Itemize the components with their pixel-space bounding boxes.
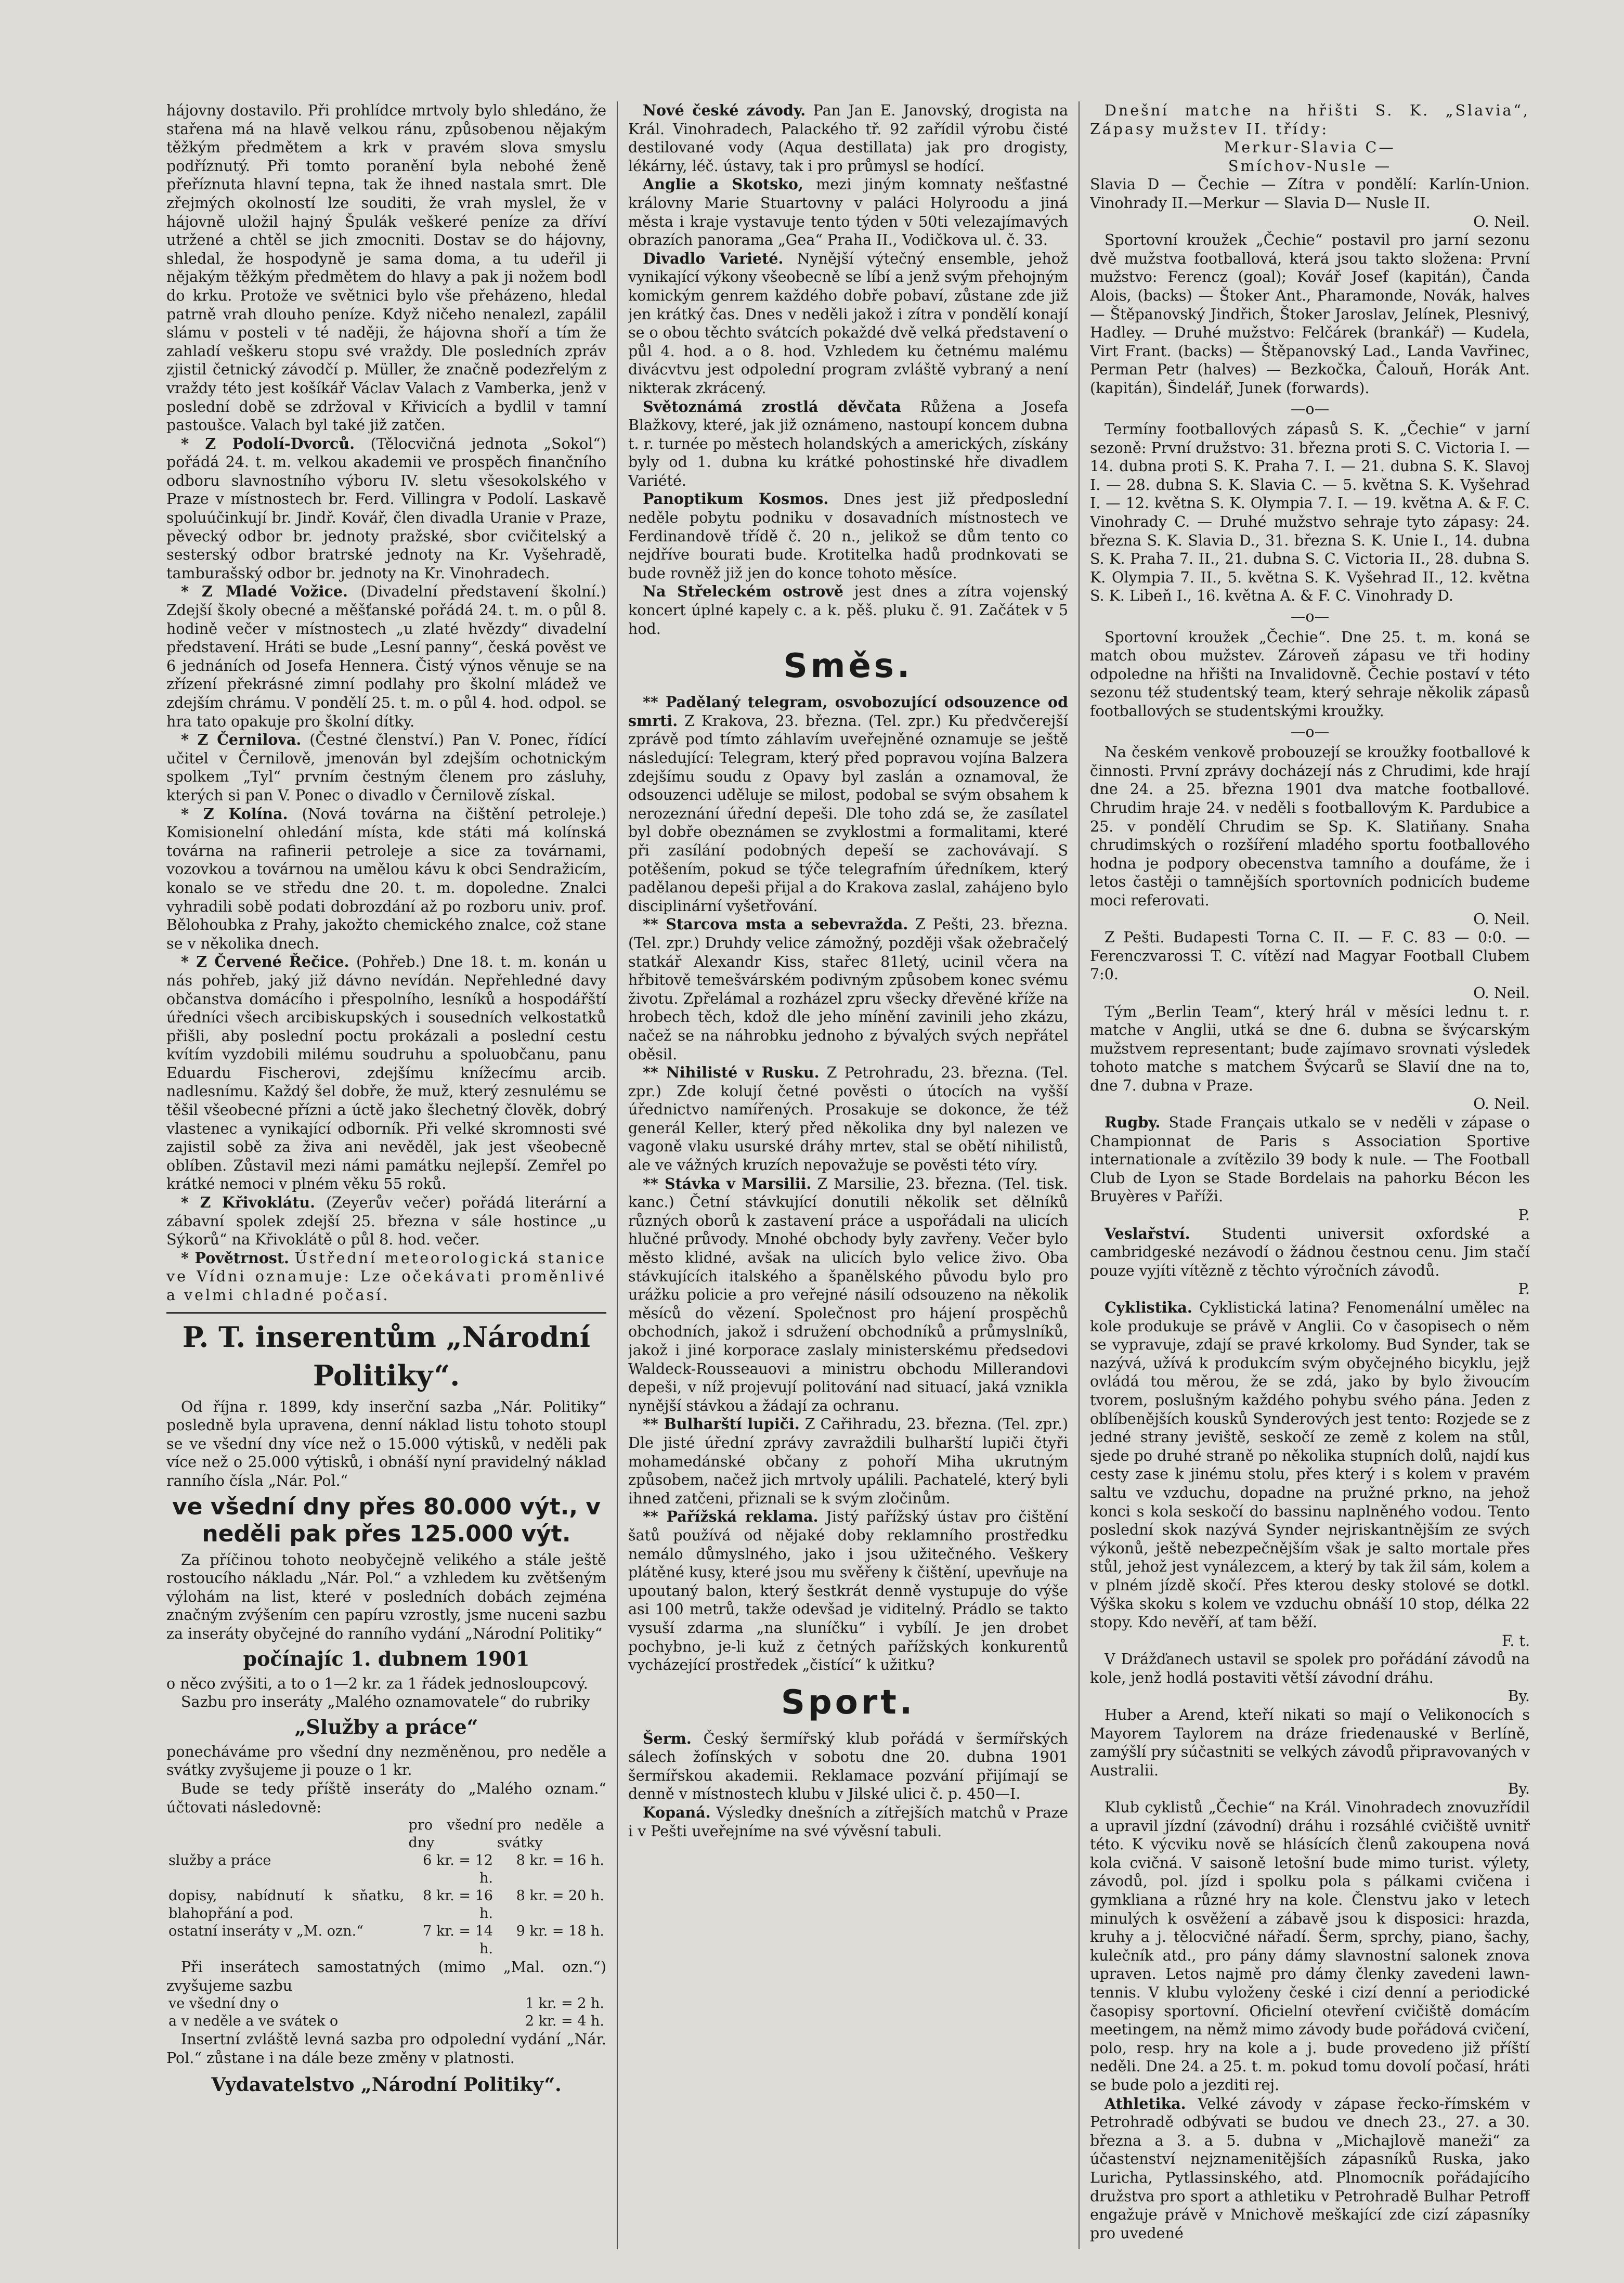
ad-paragraph: Bude se tedy příště inseráty do „Malého oznam.“ účtovati následovně:: [166, 1780, 606, 1816]
article-text: Stade Français utkalo se v neděli v zápase o Championnat de Paris s Association Sportive internationale a zvítězilo 39 body k nule. — The Football Club de Lyon se Stade Bordelais na pahorku Bécon les Bruyères v Paříži.: [1090, 1114, 1530, 1205]
article-text: Z Krakova, 23. března. (Tel. zpr.) Ku předvčerejší zprávě pod tímto záhlavím uveřejněné oznamuje se ještě následující: Telegram, který před popravou vojína Balzera zdejšímu soudu z Opavy byl zaslán a oznamoval, že odsouzenci uděluje se milost, podobal se svým obsahem k nerozeznání úřední depeši. Dle toho zdá se, že zasílatel byl dobře obeznámen se zvyklostmi a formalitami, které při zasílání podobných depeší se zachovávají. S potěšením, pokud se týče telegrafním úředníkem, který padělanou depeši přijal a do Krakova zaslal, zahájeno bylo disciplinární vyšetřování.: [628, 712, 1068, 915]
article-text: Z Pešti, 23. března. (Tel. zpr.) Druhdy velice zámožný, později však ožebračelý statkář Alexandr Kiss, stařec 81letý, ucinil včera na hřbitově temešvárském podivným způsobem konec svému životu. Zpřelámal a rozházel zpru všecky dřevěné kříže na hrobech těch, kdož dle jeho mínění zavinili jeho zkázu, načež se na náhrobku jednoho z bývalých svých nepřátel oběsil.: [628, 916, 1068, 1063]
article-mlada-vozice: [166, 582, 606, 731]
article-cechie-match: Sportovní kroužek „Čechie“. Dne 25. t. m. koná se match obou mužstev. Zároveň zápasu ve tři hodiny odpoledne na hřišti na Invalidovně. Čechie postaví v této sezonu též studentský team, který sehraje několik zápasů footballových se studentskými kroužky.: [1090, 628, 1530, 720]
ad-footer: Vydavatelstvo „Národní Politiky“.: [211, 2074, 562, 2096]
column-left: [166, 101, 606, 2249]
article-veslarstvi: [1090, 1225, 1530, 1280]
signature: P.: [1518, 1207, 1530, 1224]
table-cell: ve všední dny o: [168, 1995, 279, 2012]
article-heading: ** Pařížská reklama.: [643, 1508, 819, 1526]
table-row: [166, 1995, 606, 2013]
article-heading: Rugby.: [1105, 1113, 1161, 1132]
column-divider: [617, 101, 618, 2249]
article-text: Velké závody v zápase řecko-římském v Petrohradě odbývati se budou ve dnech 23., 27. a 30. března a 3. a 5. dubna v „Michajlově maneži“ za účastenství nejznamenitějších zápasníků Ruska, jako Luricha, Pytlassinského, atd. Plnomocník pořádajícího družstva pro sport a athletiku v Petrohradě Bulhar Petroff engažuje právě v Mnichově meškající zde cizí zápasníky pro uvedené: [1090, 2095, 1530, 2242]
table-cell: a v neděle a ve svátek o: [168, 2013, 339, 2030]
article-nihiliste: [628, 1063, 1068, 1175]
price-table-header: [166, 1817, 606, 1852]
match-line: Smíchov-Nusle —: [1228, 157, 1392, 175]
article-heading: * Z Podolí-Dvorců.: [181, 434, 355, 452]
article-text: (Nová továrna na čištění petroleje.) Komisionelní ohledání místa, kde státi má kolínská továrna na rafinerii petroleje a sice za továrnami, vozovkou a továrnou na umělou kávu k obci Sendražicím, konalo se ve středu dne 20. t. m. dopoledne. Znalci vyhradili sobě podati dobrozdání až po rozboru univ. prof. Bělohoubka z Prahy, jakožto chemického znalce, což stane se v několika dnech.: [166, 805, 606, 952]
signature: O. Neil.: [1473, 213, 1530, 230]
column-right: [1090, 101, 1530, 2249]
article-text: (Pohřeb.) Dne 18. t. m. konán u nás pohřeb, jaký již dávno nevídán. Nepřehledné davy občanstva domácího i přespolního, lesníků a hospodářští úředníci všech arcibiskupských i sousedních velkostatků přišli, aby poslední poctu prokázali a poslední cestu kvítím vyzdobili milému soudruhu a spoluobčanu, panu Eduardu Fischerovi, zdejšímu knížecímu arcib. nadlesnímu. Každý šel dobře, že muž, který zesnulému se těšil všeobecné přízni a úctě jako šlechetný člověk, dobrý vlastenec a vynikající odborník. Při velké skromnosti své zajistil sobě za živa ani nevěděl, jak jest všeobecně oblíben. Zůstavil mezi námi památku nejlepší. Zemřel po krátké nemoci v plném věku 55 roků.: [166, 953, 606, 1193]
article-text: Cyklistická latina? Fenomenální umělec na kole produkuje se právě v Anglii. Co v časopisech o něm se vypravuje, zdají se pravé krkolomy. Bud Synder, tak se nazývá, užívá k produkcím svým obyčejného bicyklu, jejž ovládá tou měrou, že se zdá, jako by bylo živoucím tvorem, poslušným každého pohybu svého pána. Jeden z oblíbenějších kousků Synderových jest tento: Rozjede se z jedné strany jeviště, seskočí ze země z kolem na stůl, sjede po druhé straně po několika stupních dolů, najdí kus cesty zase k jinému stolu, přes který i s kolem v pravém saltu ve vzduchu, dopadne na pružné prkno, na jehož konci s kola seskočí do bassinu naplněného vodou. Tento poslední skok nazývá Synder nejriskantnějším ze svých výkonů, ještě nebezpečnějším však je salto mortale přes stůl, jehož jest vynálezcem, a který by tak žil sám, kolem a v plném jízdě skočí. Přes kterou desky stolové se dotkl. Výška skoku s kolem ve vzduchu obnáší 10 stop, délka 22 stopy. Kdo nevěří, ať tam běží.: [1090, 1299, 1530, 1631]
article-nove-ceske-zavody: [628, 101, 1068, 175]
article-berlin-team: Tým „Berlin Team“, který hrál v měsíci lednu t. r. matche v Anglii, utká se dne 6. dubna se švýcarským mužstvem representant; bude zajímavo srovnati výsledek tohoto matche s matchem Švýcarů se Slavií dne na to, dne 7. dubna v Praze.: [1090, 1003, 1530, 1094]
article-text: (Tělocvičná jednota „Sokol“) pořádá 24. t. m. velkou akademii ve prospěch finančního odboru slavnostního výboru IV. sletu všesokolského v Praze v místnostech br. Ferd. Villingra v Podolí. Laskavě spoluúčinkují br. Jindř. Kovář, člen divadla Uranie v Praze, pěvecký odbor br. jednoty pražské, sbor cvičitelský a sesterský odbor bratrské jednoty na Kr. Vyšehradě, tamburašský odbor br. jednoty na Kr. Vinohradech.: [166, 435, 606, 582]
article-heading: Kopaná.: [643, 1804, 711, 1822]
article-text: (Divadelní představení školní.) Zdejší školy obecné a měšťanské pořádá 24. t. m. o půl 8. hodině večer v místnostech „u zlaté hvězdy“ divadelní představení. Hráti se bude „Lesní panny“, česká pověst ve 6 jednáních od Josefa Hennera. Čistý výnos věnuje se na zřízení překrásné zimní podlahy pro školní mládež ve zdejším chrámu. V pondělí 25. t. m. o půl 4. hod. odpol. se hra tato opakuje pro školní dítky.: [166, 583, 606, 730]
table-row: [166, 1923, 606, 1958]
article-heading: * Z Červené Řečice.: [181, 953, 349, 971]
separator: —o—: [1290, 608, 1330, 626]
match-line: Merkur-Slavia C—: [1224, 139, 1396, 157]
article-kolin: [166, 805, 606, 953]
ad-rubric: „Služby a práce“: [294, 1715, 478, 1739]
article-text: Pan Jan E. Janovský, drogista na Král. Vinohradech, Palackého tř. 92 zařídil výrobu čisté destilované vody (Aqua destillata) jak pro drogisty, lékárny, léč. ústavy, tak i pro průmysl se hodící.: [628, 102, 1068, 175]
table-header-cell: pro neděle a svátky: [497, 1817, 604, 1851]
article-bulharsti-lupici: [628, 1415, 1068, 1508]
article-heading: ** Nihilisté v Rusku.: [643, 1063, 820, 1082]
article-strelecky-ostrov: [628, 582, 1068, 638]
table-cell: 9 kr. = 18 h.: [516, 1923, 604, 1940]
article-kopana: [628, 1804, 1068, 1840]
article-heading: ** Bulharští lupiči.: [643, 1415, 800, 1433]
article-podoli: [166, 435, 606, 583]
article-rugby: [1090, 1113, 1530, 1206]
article-krivoklat: [166, 1194, 606, 1249]
price-table: [166, 1817, 606, 1958]
article-heading: ** Starcova msta a sebevražda.: [643, 915, 908, 933]
table-cell: 8 kr. = 20 h.: [516, 1888, 604, 1904]
signature: P.: [1518, 1280, 1530, 1298]
article-heading: ** Padělaný telegram, osvobozující odsouzence od smrti.: [628, 693, 1068, 730]
article-text: Z Petrohradu, 23. března. (Tel. zpr.) Zde kolují četné pověsti o útocích na vyšší úřednictvo namířených. Prosakuje se dokonce, že též generál Keller, který před několika dny byl nalezen ve vagoně vlaku usurské dráhy mrtev, stal se obětí nihilistů, ale ve vážných kruzích nepovažuje se pověsti této víry.: [628, 1064, 1068, 1174]
article-heading: * Povětrnost.: [181, 1249, 289, 1267]
ad-circulation: ve všední dny přes 80.000 výt., v neděli pak přes 125.000 výt.: [172, 1493, 601, 1547]
article-parizska-reklama: [628, 1508, 1068, 1674]
signature: By.: [1508, 1688, 1530, 1705]
article-heading: ** Stávka v Marsilii.: [643, 1174, 812, 1192]
article-text: Ústřední meteorologická stanice ve Vídni oznamuje: Lze očekávati proměnlivé a velmi chladné počasí.: [166, 1249, 606, 1304]
ad-paragraph: Sazbu pro inseráty „Malého oznamovatele“ do rubriky: [181, 1693, 590, 1711]
table-row: [166, 1887, 606, 1923]
table-cell: služby a práce: [168, 1852, 271, 1869]
article-text: Český šermířský klub pořádá v šermířských sálech žofínských v sobotu dne 20. dubna 1901 šermířskou akademii. Reklamace pozvání přijímají se denně v místnostech klubu v Jilské ulici č. p. 450—I.: [628, 1730, 1068, 1803]
section-heading-sport: Sport.: [781, 1683, 916, 1722]
table-cell: 2 kr. = 4 h.: [525, 2013, 604, 2030]
article-starcova-msta: [628, 915, 1068, 1063]
columns: [166, 101, 1550, 2249]
ad-paragraph: Za příčinou tohoto neobyčejně velikého a stále ještě rostoucího nákladu „Nár. Pol.“ a vzhledem ku zvětšeným výlohám na list, které v posledních dobách zejména značným zvýšením cen papíru vzrostly, jsme nuceni sazbu za inseráty obyčejné do ranního vydání „Národní Politiky“: [166, 1551, 606, 1642]
article-text: jest dnes a zítra vojenský koncert úplné kapely c. a k. pěš. pluku č. 91. Začátek v 5 hod.: [628, 583, 1068, 638]
article-text: Z Cařihradu, 23. března. (Tel. zpr.) Dle jisté úřední zprávy zavraždili bulharští lupiči čtyři mohamedánské občany z pohoří Miha ukrutným způsobem, načež jich mrtvoly upálili. Pachatelé, který byli ihned zatčeni, přiznali se k svým zločinům.: [628, 1416, 1068, 1507]
article-cyklistika: [1090, 1299, 1530, 1632]
ad-paragraph: Od října r. 1899, kdy inserční sazba „Nár. Politiky“ posledně byla upravena, denní náklad listu tohoto stoupl se ve všední dny více než o 15.000 výtisků, v neděli pak více než o 25.000 výtisků, i obnáší nyní pravidelný náklad ranního čísla „Nár. Pol.“: [166, 1398, 606, 1489]
article-text: Růžena a Josefa Blažkovy, které, jak již oznámeno, nastoupí koncem dubna t. r. turnée po městech holandských a amerických, získány byly od 1. dubna ku krátké pohostinské hře divadlem Variété.: [628, 398, 1068, 489]
article-text: Dnes jest již předposlední neděle pobytu podniku v dosavadních místnostech ve Ferdinandově třídě č. 20 n., jelikož se dům tento co nejdříve bourati bude. Krotitelka hadů prodnkovati se bude rovněž již jen do konce tohoto měsíce.: [628, 490, 1068, 582]
column-middle: [628, 101, 1068, 2249]
article-anglie-skotsko: [628, 175, 1068, 249]
article-text: Jistý pařížský ústav pro čištění šatů používá od nějaké doby reklamního prostředku nemálo důmyslného, jako i jsou užitečného. Veškery plátěné kusy, které jsou mu svěřeny k čištění, upevňuje na upoutaný balon, který šestkrát denně vystupuje do výše asi 100 metrů, takže odevšad je viditelný. Prádlo se takto vysuší zdarma „na sluníčku“ i vybílí. Je jen drobet pochybno, je-li kuž z četných pařížských konkurentů vycházející prostředek „čistící“ k užitku?: [628, 1508, 1068, 1674]
signature: O. Neil.: [1473, 984, 1530, 1002]
article-klub-cyklistu: Klub cyklistů „Čechie“ na Král. Vinohradech znovuzřídil a upravil jízdní (závodní) dráhu i rozsáhlé cvičiště uvnitř této. K výcviku nově se hlásících členů zakoupena nová kola cvičná. V saisoně letošní bude mimo turist. výlety, závodů, pol. jízd i spolku pola s pálkami cvičena i gymkliana a různé hry na kole. Členstvu jako v letech minulých k osvěžení a zábavě jsou k disposici: hrazda, kruhy a j. tělocvičné nářadí. Šerm, sprchy, piano, šachy, kulečník atd., pro pány dámy slavnostní salonek znova upraven. Letos najmě pro dámy členky zavedeni lawn-tennis. V klubu vyloženy české i cizí denní a periodické časopisy sportovní. Oficielní otevření cvičiště domácím meetingem, na němž mimo závody bude pořádová cvičení, polo, resp. hry na kole a j. bude provedeno již příští neděli. Dne 24. a 25. t. m. pokud tomu dovolí počasí, hráti se bude polo a jezditi rej.: [1090, 1799, 1530, 2094]
article-heading: Cyklistika.: [1105, 1299, 1192, 1316]
table-cell: dopisy, nabídnutí k sňatku, blahopřání a pod.: [168, 1888, 405, 1922]
signature: O. Neil.: [1473, 1095, 1530, 1113]
signature: F. t.: [1502, 1632, 1530, 1650]
table-header-cell: [166, 1817, 407, 1852]
table-row: [166, 1852, 606, 1887]
ad-paragraph: Insertní zvláště levná sazba pro odpolední vydání „Nár. Pol.“ zůstane i na dále beze změny v platnosti.: [166, 2031, 606, 2067]
article-text: Z Marsilie, 23. března. (Tel. tisk. kanc.) Četní stávkující donutili několik set dělníků různých oborů k zastavení práce a uspořádali na ulicích hlučné průvody. Mnohé obchody byly zavřeny. Večer bylo město klidné, avšak na ulicích bylo velice živo. Oba stávkujících italského a španělského původu bylo pro urážku policie a pro veřejné násilí odsouzeno na několik měsíců do vězení. Společnost pro hájení prospěchů obchodních, jakož i sdružení obchodníků a průmyslníků, jakož i jiné korporace zaslaly ministerskému předsedovi Waldeck-Rousseauovi a ministru obchodu Millerandovi depeši, v níž projevují politování nad situací, jaká vznikla nynější stávkou a žádají za ochranu.: [628, 1175, 1068, 1415]
article-cechie-musztva: Sportovní kroužek „Čechie“ postavil pro jarní sezonu dvě mužstva footballová, která jsou takto složena: První mužstvo: Ferencz (goal); Kovář Josef (kapitán), Čanda Alois, (backs) — Štoker Ant., Pharamonde, Novák, halves — Štěpanovský Jindřich, Štoker Jaroslav, Jelínek, Plesnivý, Hadley. — Druhé mužstvo: Felčárek (brankář) — Kudela, Virt Frant. (backs) — Štěpanovský Lad., Landa Vavřinec, Perman Petr (halves) — Bezkočka, Čalouň, Horák Ant. (kapitán), Šindelář, Junek (forwards).: [1090, 231, 1530, 397]
surcharge-table: [166, 1995, 606, 2030]
article-serm: [628, 1730, 1068, 1804]
ad-paragraph: ponecháváme pro všední dny nezměněnou, pro neděle a svátky zvyšujeme ji pouze o 1 kr.: [166, 1743, 606, 1779]
column-divider: [1079, 101, 1080, 2249]
article-telegram: [628, 693, 1068, 915]
separator: —o—: [1290, 723, 1330, 741]
ad-title: P. T. inserentům „Národní Politiky“.: [166, 1312, 606, 1395]
article-heading: * Z Mladé Vožice.: [181, 582, 348, 601]
table-cell: 8 kr. = 16 h.: [516, 1852, 604, 1869]
article-cervena-recice: [166, 953, 606, 1194]
table-cell: 8 kr. = 16 h.: [423, 1888, 493, 1922]
article-text: (Čestné členství.) Pan V. Ponec, řídící učitel v Černilově, jmenován byl zdejším ochotnickým spolkem „Tyl“ prvním čestným členem pro zásluhy, kterých si pan V. Ponec o divadlo v Černilově získal.: [166, 731, 606, 804]
table-cell: 6 kr. = 12 h.: [423, 1852, 493, 1887]
article-heading: Nové české závody.: [643, 101, 806, 119]
article-venkov: Na českém venkově probouzejí se kroužky footballové k činnosti. První zprávy docházejí nás z Chrudimi, kde hrají dne 24. a 25. března 1901 dva matche footballové. Chrudim hraje 24. v neděli s footballovým K. Pardubice a 25. v pondělí Chrudim se Sp. K. Slatiňany. Snaha chrudimských o rozšíření mladého sportu footballového hodna je podpory obecenstva tamního a doufáme, že i letos častěji o tamnějších sportovních podnicích budeme moci referovati.: [1090, 744, 1530, 909]
table-cell: 7 kr. = 14 h.: [423, 1923, 493, 1957]
article-heading: Světoznámá zrostlá děvčata: [643, 397, 901, 416]
article-hajovna: hájovny dostavilo. Při prohlídce mrtvoly bylo shledáno, že stařena má na hlavě velkou ránu, způsobenou nějakým těžkým předmětem a krk v pravém slova smyslu podříznutý. Při tomto poranění byla nebohé ženě přeříznuta hlavní tepna, tak že ihned nastala smrt. Dle zřejmých okolností lze souditi, že vrah myslel, že v hájovně uložil hajný Špulák veškeré peníze za dříví utržené a chtěl se jich zmocniti. Dostav se do hájovny, shledal, že hospodyně je sama doma, a tu udeřil ji nějakým těžkým předmětem do hlavy a pak ji nožem bodl do krku. Protože ve světnici bylo vše přeházeno, hledal patrně vrah dlouho peníze. Když ničeho nenalezl, zapálil slámu v posteli v té naději, že hájovna shoří a tím že zahladí veškeru stopu své vraždy. Dle posledních zpráv zjistil četnický závodčí p. Müller, že značně podezřelým z vraždy této jest košíkář Václav Valach z Vamberka, jenž v poslední době se zdržoval v Křivicích a bydlil v tamní pastoušce. Valach byl také již zatčen.: [166, 102, 606, 434]
article-cernilov: [166, 731, 606, 805]
article-text: Slavia D — Čechie — Zítra v pondělí: Karlín-Union. Vinohrady II.—Merkur — Slavia D— Nusle II.: [1090, 176, 1530, 212]
ad-paragraph: Při inserátech samostatných (mimo „Mal. ozn.“) zvyšujeme sazbu: [166, 1958, 606, 1994]
signature: O. Neil.: [1473, 910, 1530, 928]
article-heading: Šerm.: [643, 1729, 692, 1747]
separator: —o—: [1290, 400, 1330, 418]
article-huber-arend: Huber a Arend, kteří nikati so mají o Velikonocích s Mayorem Taylorem na dráze friedenauské v Berlíně, zamýšlí pry súčastniti se velkých závodů připravovaných v Australii.: [1090, 1706, 1530, 1779]
article-drazdany: V Drážďanech ustavil se spolek pro pořádání závodů na kole, jenž hodlá postaviti větší závodní dráhu.: [1090, 1651, 1530, 1687]
article-athletika: [1090, 2095, 1530, 2243]
article-weather: [166, 1249, 606, 1305]
article-terminy: Termíny footballových zápasů S. K. „Čechie“ v jarní sezoně: První družstvo: 31. března proti S. C. Victoria I. — 14. dubna proti S. K. Praha 7. I. — 21. dubna S. K. Slavoj I. — 28. dubna S. K. Slavia C. — 5. května S. K. Vyšehrad I. — 12. května S. K. Olympia 7. I. — 19. května A. & F. C. Vinohrady C. — Druhé mužstvo sehraje tyto zápasy: 24. března S. K. Slavia D., 31. března S. K. Unie I., 14. dubna S. K. Praha 7. II., 21. dubna S. C. Victoria II., 28. dubna S. K. Olympia 7. II., 5. května S. K. Vyšehrad II., 12. května S. K. Libeň I., 16. května A. & F. C. Vinohrady D.: [1090, 421, 1530, 605]
article-heading: Anglie a Skotsko,: [643, 175, 803, 193]
article-panoptikum: [628, 490, 1068, 582]
article-heading: Athletika.: [1105, 2094, 1186, 2112]
article-heading: Veslařství.: [1105, 1224, 1190, 1242]
article-heading: Na Střeleckém ostrově: [643, 582, 843, 601]
article-text: Nynější výtečný ensemble, jehož vynikající výkony všeobecně se líbí a jenž svým přehojným komickým genrem každého dobře pobaví, zůstane zde již jen krátký čas. Dnes v neděli jakož i zítra v pondělí konají se o obou těchto svátcích pokaždé dvě velká představení o půl 4. hod. a o 8. hod. Vzhledem ku četnému malému divácvtvu jest odpolední program zvláště vybraný a není nikterak zkrácený.: [628, 250, 1068, 397]
article-text: mezi jiným komnaty nešťastné královny Marie Stuartovny v paláci Holyroodu a jiná města i kraje vystavuje tento týden v 50ti velezajímavých obrazích panorama „Gea“ Praha II., Vodičkova ul. č. 33.: [628, 176, 1068, 249]
table-cell: 1 kr. = 2 h.: [525, 1995, 604, 2012]
article-heading: * Z Křivoklátu.: [181, 1194, 316, 1212]
article-zrostla-devcata: [628, 398, 1068, 490]
article-varieté: [628, 250, 1068, 398]
article-heading: Divadlo Varieté.: [643, 249, 784, 267]
article-text: Studenti universit oxfordské a cambridgeské nezávodí o žádnou čestnou cenu. Jim stačí pouze vyjíti vítězně z těchto výročních závodů.: [1090, 1225, 1530, 1279]
article-matche-slavia: Dnešní matche na hřišti S. K. „Slavia“, Zápasy mužstev II. třídy:: [1090, 102, 1530, 138]
article-pest: Z Pešti. Budapesti Torna C. II. — F. C. 83 — 0:0. — Ferenczvarossi T. C. vítězí nad Magyar Football Clubem 7:0.: [1090, 929, 1530, 983]
article-heading: * Z Kolína.: [181, 805, 288, 823]
section-heading-smes: Směs.: [783, 647, 913, 686]
article-stavka: [628, 1175, 1068, 1416]
ad-paragraph: o něco zvýšiti, a to o 1—2 kr. za 1 řádek jednosloupcový.: [166, 1675, 588, 1692]
article-text: (Zeyerův večer) pořádá literární a zábavní spolek zdejší 25. března v sále hostince „u Sýkorů“ na Křivoklátě o půl 8. hod. večer.: [166, 1194, 606, 1249]
article-text: Výsledky dnešních a zítřejších matchů v Praze i v Pešti uveřejníme na své vývěsní tabuli.: [628, 1804, 1068, 1840]
table-cell: ostatní inseráty v „M. ozn.“: [168, 1923, 363, 1940]
table-row: [166, 2013, 606, 2030]
table-header-cell: pro všední dny: [408, 1817, 493, 1851]
article-heading: Panoptikum Kosmos.: [643, 490, 829, 508]
article-heading: * Z Černilova.: [181, 731, 302, 749]
signature: By.: [1508, 1780, 1530, 1798]
ad-date: počínajíc 1. dubnem 1901: [243, 1646, 530, 1670]
